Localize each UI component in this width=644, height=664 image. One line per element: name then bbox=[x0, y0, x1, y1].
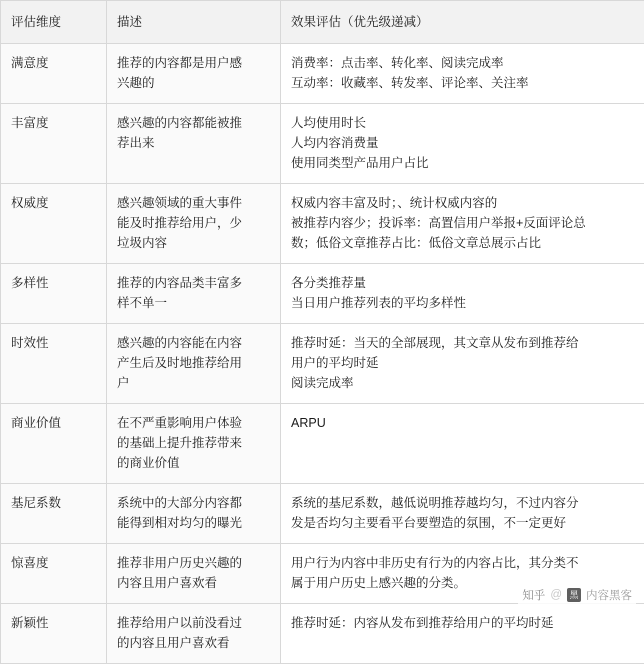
cell-evaluation bbox=[281, 604, 644, 664]
cell-dimension: 惊喜度 bbox=[1, 544, 107, 604]
watermark-platform: 知乎 bbox=[522, 587, 545, 603]
text-line: 产生后及时地推荐给用 bbox=[117, 353, 270, 373]
cell-description bbox=[107, 324, 281, 404]
watermark-account: 内容黑客 bbox=[586, 587, 632, 603]
cell-dimension: 多样性 bbox=[1, 264, 107, 324]
text-line: 系统的基尼系数，越低说明推荐越均匀，不过内容分 bbox=[291, 493, 634, 513]
cell-dimension: 丰富度 bbox=[1, 104, 107, 184]
cell-description bbox=[107, 44, 281, 104]
table-row bbox=[1, 104, 644, 184]
table-header-row bbox=[1, 1, 644, 44]
cell-description bbox=[107, 404, 281, 484]
table-header bbox=[1, 1, 644, 44]
text-line: 的内容且用户喜欢看 bbox=[117, 633, 270, 653]
table-row bbox=[1, 184, 644, 264]
text-line: 互动率：收藏率、转发率、评论率、关注率 bbox=[291, 73, 634, 93]
text-line: 感兴趣的内容都能被推 bbox=[117, 113, 270, 133]
text-line: 兴趣的 bbox=[117, 73, 270, 93]
text-line: 推荐时延：内容从发布到推荐给用户的平均时延 bbox=[291, 613, 634, 633]
cell-evaluation bbox=[281, 264, 644, 324]
text-line: 能及时推荐给用户，少 bbox=[117, 213, 270, 233]
text-line: 权威内容丰富及时；、统计权威内容的 bbox=[291, 193, 634, 213]
cell-dimension: 时效性 bbox=[1, 324, 107, 404]
text-line: ARPU bbox=[291, 413, 634, 433]
text-line: 推荐非用户历史兴趣的 bbox=[117, 553, 270, 573]
text-line: 属于用户历史上感兴趣的分类。 bbox=[291, 573, 634, 593]
table-row bbox=[1, 404, 644, 484]
watermark-logo-icon: 黑 bbox=[567, 588, 581, 602]
text-line: 的基础上提升推荐带来 bbox=[117, 433, 270, 453]
text-line: 当日用户推荐列表的平均多样性 bbox=[291, 293, 634, 313]
table-body bbox=[1, 44, 644, 664]
text-line: 人均使用时长 bbox=[291, 113, 634, 133]
table-row bbox=[1, 324, 644, 404]
table-row bbox=[1, 604, 644, 664]
text-line: 在不严重影响用户体验 bbox=[117, 413, 270, 433]
cell-evaluation bbox=[281, 404, 644, 484]
cell-description bbox=[107, 544, 281, 604]
text-line: 使用同类型产品用户占比 bbox=[291, 153, 634, 173]
text-line: 用户行为内容中非历史有行为的内容占比，其分类不 bbox=[291, 553, 634, 573]
text-line: 户 bbox=[117, 373, 270, 393]
text-line: 的商业价值 bbox=[117, 453, 270, 473]
cell-dimension: 商业价值 bbox=[1, 404, 107, 484]
text-line: 样不单一 bbox=[117, 293, 270, 313]
column-header-description: 描述 bbox=[107, 1, 281, 44]
cell-dimension: 基尼系数 bbox=[1, 484, 107, 544]
cell-dimension: 新颖性 bbox=[1, 604, 107, 664]
text-line: 推荐的内容品类丰富多 bbox=[117, 273, 270, 293]
cell-description bbox=[107, 184, 281, 264]
table-row bbox=[1, 44, 644, 104]
text-line: 荐出来 bbox=[117, 133, 270, 153]
text-line: 发是否均匀主要看平台要塑造的氛围，不一定更好 bbox=[291, 513, 634, 533]
text-line: 感兴趣的内容能在内容 bbox=[117, 333, 270, 353]
cell-description bbox=[107, 604, 281, 664]
cell-description bbox=[107, 264, 281, 324]
cell-description bbox=[107, 484, 281, 544]
text-line: 数；低俗文章推荐占比：低俗文章总展示占比 bbox=[291, 233, 634, 253]
text-line: 推荐给用户以前没看过 bbox=[117, 613, 270, 633]
text-line: 用户的平均时延 bbox=[291, 353, 634, 373]
table-row bbox=[1, 484, 644, 544]
column-header-dimension: 评估维度 bbox=[1, 1, 107, 44]
text-line: 人均内容消费量 bbox=[291, 133, 634, 153]
column-header-evaluation: 效果评估（优先级递减） bbox=[281, 1, 644, 44]
cell-description bbox=[107, 104, 281, 184]
cell-evaluation bbox=[281, 484, 644, 544]
cell-evaluation bbox=[281, 324, 644, 404]
watermark-separator: @ bbox=[550, 589, 562, 601]
text-line: 推荐时延：当天的全部展现，其文章从发布到推荐给 bbox=[291, 333, 634, 353]
cell-dimension: 权威度 bbox=[1, 184, 107, 264]
text-line: 各分类推荐量 bbox=[291, 273, 634, 293]
cell-dimension: 满意度 bbox=[1, 44, 107, 104]
cell-evaluation bbox=[281, 104, 644, 184]
cell-evaluation bbox=[281, 184, 644, 264]
text-line: 内容且用户喜欢看 bbox=[117, 573, 270, 593]
table-row bbox=[1, 264, 644, 324]
text-line: 被推荐内容少；投诉率：高置信用户举报+反面评论总 bbox=[291, 213, 634, 233]
watermark bbox=[518, 585, 636, 605]
text-line: 感兴趣领域的重大事件 bbox=[117, 193, 270, 213]
text-line: 消费率：点击率、转化率、阅读完成率 bbox=[291, 53, 634, 73]
text-line: 能得到相对均匀的曝光 bbox=[117, 513, 270, 533]
text-line: 推荐的内容都是用户感 bbox=[117, 53, 270, 73]
cell-evaluation bbox=[281, 44, 644, 104]
text-line: 阅读完成率 bbox=[291, 373, 634, 393]
text-line: 系统中的大部分内容都 bbox=[117, 493, 270, 513]
text-line: 垃圾内容 bbox=[117, 233, 270, 253]
